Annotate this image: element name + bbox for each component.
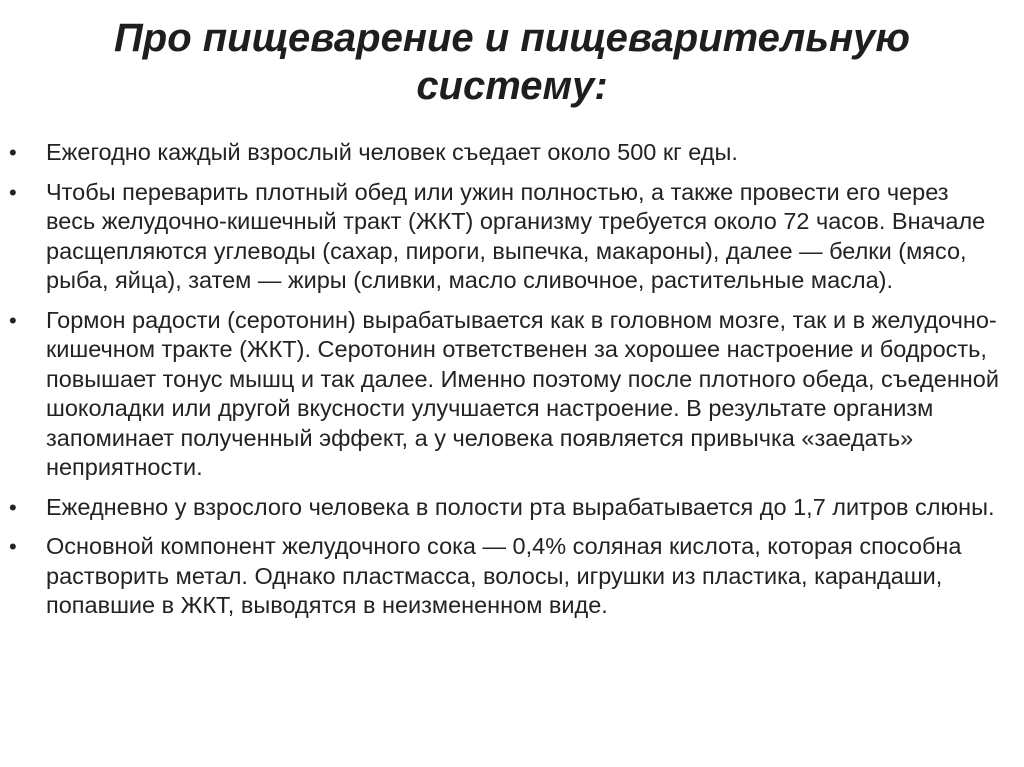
bullet-item (0, 138, 1024, 168)
bullet-item (0, 493, 1024, 523)
bullet-text: Гормон радости (серотонин) вырабатывается как в головном мозге, так и в желудочно-кишечном тракте (ЖКТ). Серотонин ответственен за хорошее настроение и бодрость, повышает тонус мышц и так далее. Именно поэтому после плотного обеда, съеденной шоколадки или другой вкусности улучшается настроение. В результате организм запоминает полученный эффект, а у человека появляется привычка «заедать» неприятности. (46, 306, 999, 480)
bullet-item (0, 306, 1024, 483)
bullet-list (0, 138, 1024, 631)
bullet-text: Чтобы переварить плотный обед или ужин полностью, а также провести его через весь желудочно-кишечный тракт (ЖКТ) организму требуется около 72 часов. Вначале расщепляются углеводы (сахар, пироги, выпечка, макароны), далее — белки (мясо, рыба, яйца), затем — жиры (сливки, масло сливочное, растительные масла). (46, 178, 986, 293)
bullet-icon: • (9, 534, 17, 559)
bullet-item (0, 532, 1024, 621)
bullet-icon: • (9, 494, 17, 520)
bullet-icon: • (9, 179, 17, 205)
slide-title: Про пищеварение и пищеварительную систему: (114, 16, 910, 108)
bullet-icon: • (9, 307, 17, 333)
bullet-text: Ежегодно каждый взрослый человек съедает около 500 кг еды. (46, 139, 738, 165)
bullet-icon: • (9, 140, 17, 165)
bullet-text: Ежедневно у взрослого человека в полости рта вырабатывается до 1,7 литров слюны. (46, 493, 995, 520)
bullet-item (0, 178, 1024, 296)
bullet-text: Основной компонент желудочного сока — 0,4% соляная кислота, которая способна растворить метал. Однако пластмасса, волосы, игрушки из пластика, карандаши, попавшие в ЖКТ, выводятся в неизмененном виде. (46, 533, 962, 618)
